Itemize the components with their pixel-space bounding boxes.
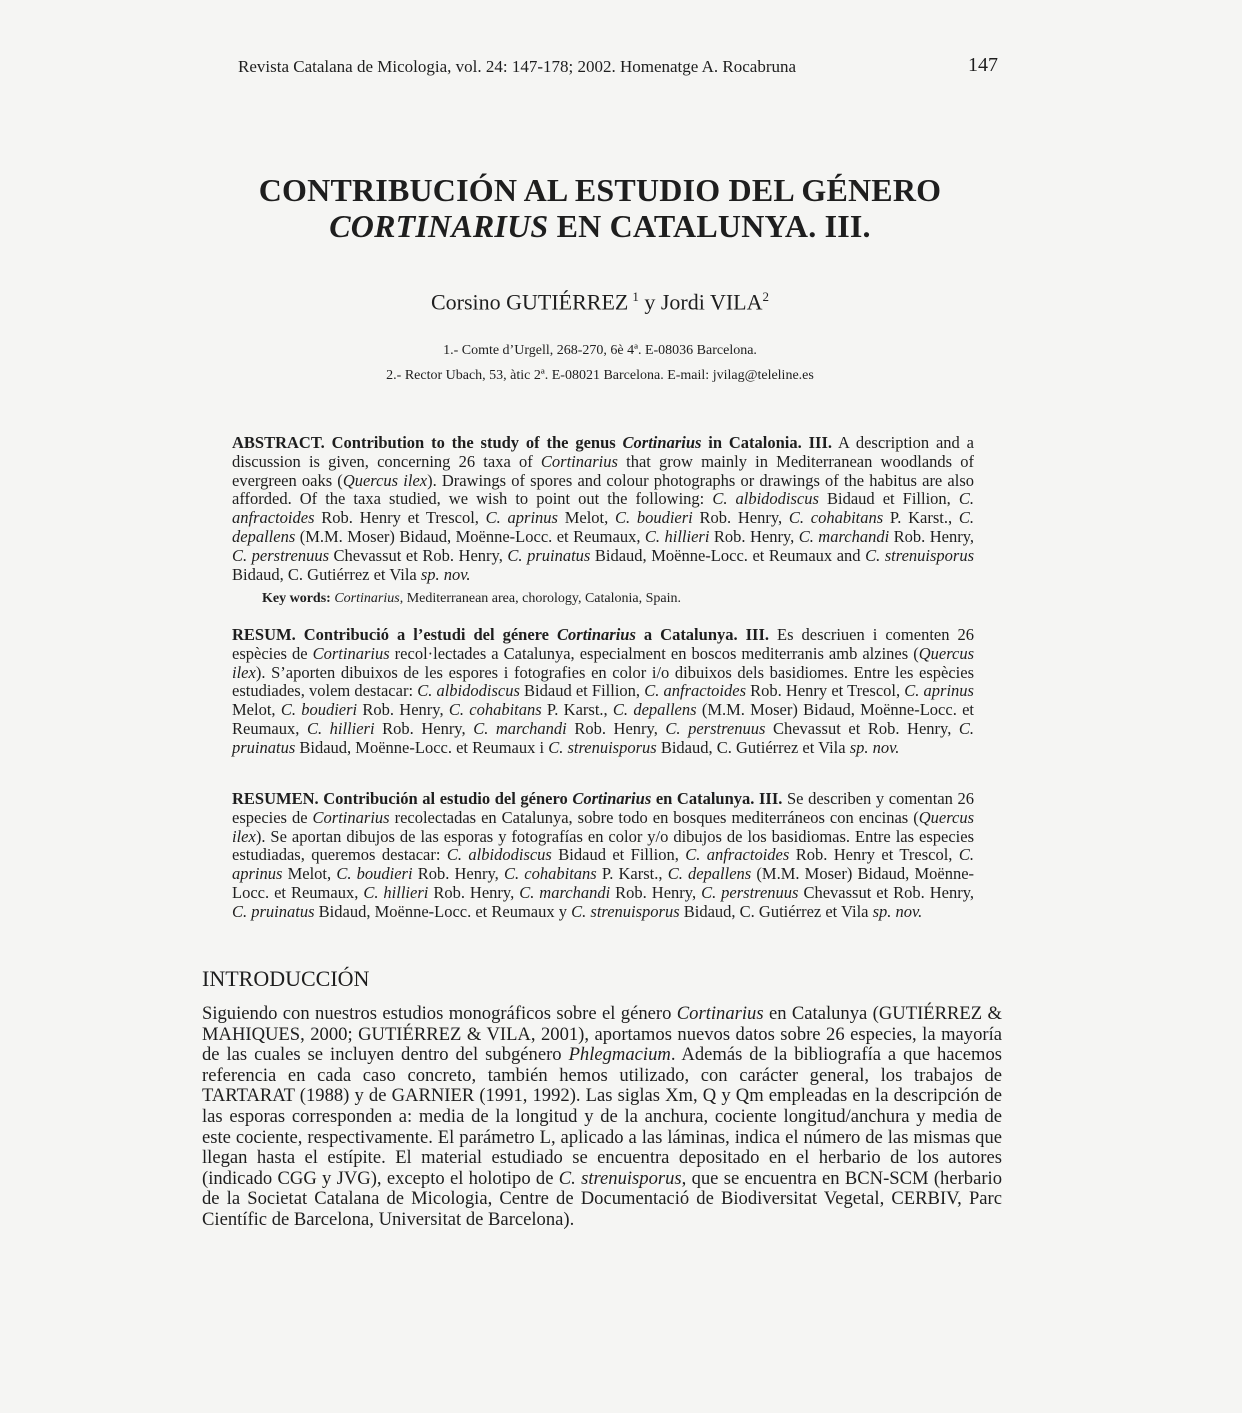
taxon-status: sp. nov. <box>420 564 471 584</box>
resumen-text: P. Karst., <box>596 864 668 884</box>
resumen-label: RESUMEN. <box>232 789 319 808</box>
resumen-text: recolectadas en Catalunya, sobre todo en bosques mediterráneos con encinas ( <box>389 807 919 827</box>
running-header <box>238 56 998 78</box>
resumen-title-end: en Catalunya. III. <box>651 789 783 808</box>
resum-text: Chevassut et Rob. Henry, <box>765 718 959 738</box>
abstract-title-end: in Catalonia. III. <box>701 433 833 452</box>
page-number: 147 <box>968 54 998 76</box>
abstract-english <box>232 434 974 584</box>
keywords-list: , Mediterranean area, chorology, Catalonia, Spain. <box>399 591 682 606</box>
taxon-name: C. aprinus <box>232 845 974 884</box>
abstract-title: Contribution to the study of the genus <box>324 433 623 452</box>
introduction-paragraph <box>202 1004 1002 1231</box>
resumen-text: Rob. Henry, <box>610 882 702 902</box>
resum-text: P. Karst., <box>541 700 613 720</box>
taxon-name: Quercus ilex <box>232 807 975 846</box>
taxon-name: C. boudieri <box>336 864 413 884</box>
resumen-text: Rob. Henry et Trescol, <box>789 845 959 865</box>
resumen-text: Melot, <box>282 864 337 884</box>
resumen-text: Chevassut et Rob. Henry, <box>798 882 975 902</box>
abstract-text: A description and a discussion is given, concerning 26 taxa of <box>232 433 974 471</box>
resumen-text: ). Se aportan dibujos de las esporas y fotografías en color y/o dibujos de los basidiomas. Entre las especies estudiadas, queremos destacar: <box>232 826 974 865</box>
taxon-name: C. perstrenuus <box>232 545 329 565</box>
taxon-name: C. hillieri <box>306 718 375 738</box>
taxon-name: C. anfractoides <box>685 845 790 865</box>
resum-text: Rob. Henry, <box>357 700 449 720</box>
journal-citation: Revista Catalana de Micologia, vol. 24: 147-178; 2002. Homenatge A. Rocabruna <box>238 57 797 76</box>
abstract-text: Melot, <box>557 508 615 528</box>
intro-text: , que se encuentra en BCN-SCM (herbario de la Societat Catalana de Micologia, Centre de Documentació de Biodiversitat Vegetal, CERBIV, Parc Científic de Barcelona, Universitat de Barcelona). <box>202 1167 1002 1230</box>
affiliation-2: 2.- Rector Ubach, 53, àtic 2ª. E-08021 Barcelona. E-mail: jvilag@teleline.es <box>386 368 814 383</box>
taxon-name: Phlegmacium <box>568 1044 671 1066</box>
taxon-name: C. perstrenuus <box>701 882 799 902</box>
resum-title-genus: Cortinarius <box>557 625 636 644</box>
taxon-name: C. cohabitans <box>788 508 884 528</box>
abstract-spanish <box>232 790 974 922</box>
resumen-title-genus: Cortinarius <box>572 789 652 808</box>
taxon-name: C. cohabitans <box>503 864 597 884</box>
author-1: Corsino GUTIÉRREZ <box>430 289 629 315</box>
abstract-text: ). Drawings of spores and colour photographs or drawings of the habitus are also afforded. Of the taxa studied, we wish to point out the following: <box>232 470 975 509</box>
taxon-name: C. albidodiscus <box>712 489 819 509</box>
abstract-text: P. Karst., <box>883 508 959 528</box>
taxon-name: C. anfractoides <box>644 681 746 701</box>
intro-text: en Catalunya (GUTIÉRREZ & MAHIQUES, 2000; GUTIÉRREZ & VILA, 2001), aportamos nuevos datos sobre 26 especies, la mayoría de las cuales se incluyen dentro del subgénero <box>202 1003 1002 1066</box>
resumen-text: Se describen y comentan 26 especies de <box>232 789 974 827</box>
abstract-text: Rob. Henry et Trescol, <box>314 508 486 528</box>
resum-text: Bidaud, Moënne-Locc. et Reumaux i <box>295 737 549 757</box>
section-heading-introduccion: INTRODUCCIÓN <box>202 966 370 991</box>
resumen-title: Contribución al estudio del género <box>318 789 573 808</box>
paper-title <box>200 172 1000 244</box>
abstract-text: Rob. Henry, <box>692 508 789 528</box>
abstract-text: Bidaud, Moënne-Locc. et Reumaux and <box>590 545 866 565</box>
abstract-text: Rob. Henry, <box>709 526 799 546</box>
author-1-affil-mark: 1 <box>632 289 639 304</box>
title-line-2 <box>200 208 1000 244</box>
taxon-name: C. boudieri <box>280 700 358 720</box>
abstract-title-genus: Cortinarius <box>622 433 702 452</box>
resum-text: recol·lectades a Catalunya, especialment en boscos mediterranis amb alzines ( <box>389 643 919 663</box>
taxon-name: C. pruinatus <box>232 718 975 757</box>
taxon-name: C. depallens <box>667 864 752 884</box>
resumen-text: Bidaud, C. Gutiérrez et Vila <box>679 901 873 921</box>
resum-label: RESUM. <box>232 625 296 644</box>
intro-text: Siguiendo con nuestros estudios monográficos sobre el género <box>202 1003 677 1024</box>
taxon-name: C. marchandi <box>519 882 611 902</box>
resum-text: Rob. Henry, <box>374 718 474 738</box>
title-genus: CORTINARIUS <box>329 208 549 244</box>
taxon-name: C. marchandi <box>798 526 890 546</box>
title-line-1: CONTRIBUCIÓN AL ESTUDIO DEL GÉNERO <box>258 172 942 208</box>
taxon-name: C. hillieri <box>644 526 710 546</box>
taxon-name: C. anfractoides <box>232 489 974 528</box>
taxon-name: Cortinarius <box>312 643 390 663</box>
keyword-genus: Cortinarius <box>330 591 400 606</box>
resumen-text: Rob. Henry, <box>428 882 520 902</box>
resum-text: Es descriuen i comenten 26 espècies de <box>232 625 974 663</box>
author-2-affil-mark: 2 <box>762 289 770 304</box>
taxon-name: C. strenuisporus <box>865 545 974 565</box>
author-2: y Jordi VILA <box>638 289 763 315</box>
resum-text: Bidaud et Fillion, <box>519 681 645 701</box>
abstract-text: Bidaud et Fillion, <box>818 489 959 509</box>
taxon-name: C. depallens <box>232 508 974 546</box>
taxon-name: C. albidodiscus <box>417 681 520 701</box>
resum-text: Melot, <box>232 700 281 720</box>
resumen-text: Bidaud et Fillion, <box>551 845 686 865</box>
taxon-name: C. boudieri <box>614 508 693 528</box>
author-list <box>200 284 1000 315</box>
title-line-2-rest: EN CATALUNYA. III. <box>548 208 871 244</box>
resum-text: (M.M. Moser) Bidaud, Moënne-Locc. et Reumaux, <box>232 700 974 738</box>
resum-text: Bidaud, C. Gutiérrez et Vila <box>656 737 850 757</box>
resumen-text: (M.M. Moser) Bidaud, Moënne-Locc. et Reumaux, <box>232 864 975 902</box>
taxon-name: C. aprinus <box>904 681 974 701</box>
taxon-name: C. pruinatus <box>507 545 591 565</box>
keywords <box>262 590 974 608</box>
resum-text: Rob. Henry, <box>566 718 666 738</box>
taxon-name: C. cohabitans <box>448 700 542 720</box>
taxon-name: C. strenuisporus <box>571 901 680 921</box>
taxon-name: Cortinarius <box>676 1003 764 1024</box>
abstract-catalan <box>232 626 974 758</box>
abstract-label: ABSTRACT. <box>232 433 325 452</box>
resumen-text: Rob. Henry, <box>412 864 504 884</box>
resum-title: Contribució a l’estudi del génere <box>295 625 558 644</box>
taxon-name: C. depallens <box>612 700 697 720</box>
taxon-name: C. pruinatus <box>232 901 315 921</box>
abstract-text: that grow mainly in Mediterranean woodlands of evergreen oaks ( <box>232 451 974 490</box>
taxon-name: C. albidodiscus <box>446 845 552 865</box>
keywords-label: Key words: <box>262 591 331 606</box>
resum-title-end: a Catalunya. III. <box>635 625 770 644</box>
taxon-name: Quercus ilex <box>342 470 428 490</box>
taxon-name: Quercus ilex <box>232 643 974 682</box>
abstract-text: Rob. Henry, <box>889 526 975 546</box>
abstract-text: (M.M. Moser) Bidaud, Moënne-Locc. et Reumaux, <box>295 526 645 546</box>
taxon-name: C. aprinus <box>485 508 558 528</box>
taxon-name: Cortinarius <box>540 451 618 471</box>
taxon-name: C. hillieri <box>363 882 429 902</box>
taxon-name: C. strenuisporus <box>558 1167 682 1189</box>
taxon-name: C. perstrenuus <box>665 718 766 738</box>
resum-text: Rob. Henry et Trescol, <box>746 681 905 701</box>
taxon-status: sp. nov. <box>872 901 923 921</box>
abstract-text: Bidaud, C. Gutiérrez et Vila <box>232 564 421 584</box>
intro-text: . Además de la bibliografía a que hacemos referencia en cada caso concreto, también hemos utilizado, con carácter general, los trabajos de TARTARAT (1988) y de GARNIER (1991, 1992). Las siglas Xm, Q y Qm empleadas en la descripción de las esporas corresponden a: media de la longitud y de la anchura, cociente longitud/anchura y media de este cociente, respectivamente. El parámetro L, aplicado a las láminas, indica el número de las mismas que llegan hasta el estípite. El material estudiado se encuentra depositado en el herbario de los autores (indicado CGG y JVG), excepto el holotipo de <box>202 1044 1003 1189</box>
abstract-text: Chevassut et Rob. Henry, <box>328 545 508 565</box>
affiliation-1: 1.- Comte d’Urgell, 268-270, 6è 4ª. E-08036 Barcelona. <box>443 343 757 358</box>
taxon-name: Cortinarius <box>312 807 390 827</box>
taxon-status: sp. nov. <box>849 737 900 757</box>
resum-text: ). S’aporten dibuixos de les espores i fotografies en color i/o dibuixos dels basidiomes. Entre les espècies estudiades, volem destacar: <box>232 662 974 701</box>
taxon-name: C. marchandi <box>473 718 567 738</box>
resumen-text: Bidaud, Moënne-Locc. et Reumaux y <box>314 901 572 921</box>
taxon-name: C. strenuisporus <box>548 737 657 757</box>
